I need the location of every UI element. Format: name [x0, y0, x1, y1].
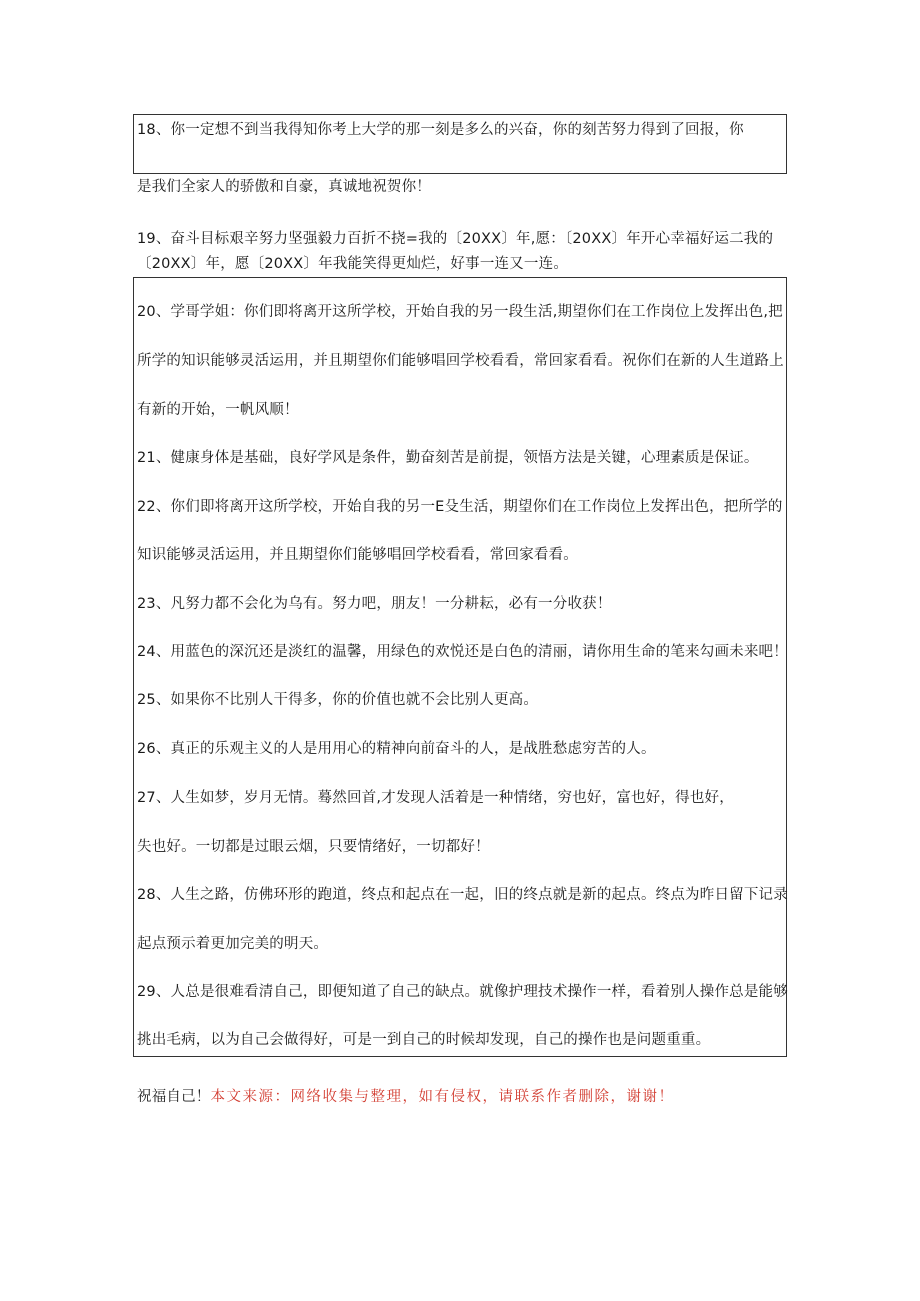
item-21-line-1: 21、健康身体是基础，良好学风是条件，勤奋刻苦是前提，领悟方法是关键，心理素质是保证。 [137, 450, 759, 466]
footer-source-note: 本文来源：网络收集与整理，如有侵权，请联系作者删除，谢谢！ [210, 1089, 675, 1105]
item-20-line-3: 有新的开始，一帆风顺！ [137, 402, 299, 418]
item-26-line-1: 26、真正的乐观主义的人是用用心的精神向前奋斗的人，是战胜愁虑穷苦的人。 [137, 741, 656, 757]
item-25-line-1: 25、如果你不比别人干得多，你的价值也就不会比别人更高。 [137, 692, 539, 708]
item-22-line-1: 22、你们即将离开这所学校，开始自我的另一E殳生活，期望你们在工作岗位上发挥出色，把所学的 [137, 499, 783, 515]
item-19-line-1: 19、奋斗目标艰辛努力坚强毅力百折不挠=我的〔20XX〕年,愿：〔20XX〕年开心幸福好运二我的 [137, 231, 774, 247]
item-18-line-1: 18、你一定想不到当我得知你考上大学的那一刻是多么的兴奋，你的刻苦努力得到了回报，你 [137, 122, 744, 138]
item-19-line-2: 〔20XX〕年，愿〔20XX〕年我能笑得更灿烂，好事一连又一连。 [137, 256, 569, 272]
footer-line [137, 1087, 675, 1107]
item-28-line-2: 起点预示着更加完美的明天。 [137, 936, 329, 952]
item-24-line-1: 24、用蓝色的深沉还是淡红的温馨，用绿色的欢悦还是白色的清丽，请你用生命的笔来勾画未来吧！ [137, 644, 788, 660]
item-18-line-2: 是我们全家人的骄傲和自豪，真诚地祝贺你！ [137, 179, 431, 195]
item-27-line-1: 27、人生如梦，岁月无情。蓦然回首,才发现人活着是一种情绪，穷也好，富也好，得也好， [137, 790, 734, 806]
item-20-line-2: 所学的知识能够灵活运用，并且期望你们能够唱回学校看看，常回家看看。祝你们在新的人生道路上 [137, 353, 784, 369]
item-29-line-1: 29、人总是很难看清自己，即便知道了自己的缺点。就像护理技术操作一样，看着别人操作总是能够 [137, 984, 788, 1000]
item-29-line-2: 挑出毛病，以为自己会做得好，可是一到自己的时候却发现，自己的操作也是问题重重。 [137, 1032, 711, 1048]
item-20-line-1: 20、学哥学姐：你们即将离开这所学校，开始自我的另一段生活,期望你们在工作岗位上发挥出色,把 [137, 304, 783, 320]
item-28-line-1: 28、人生之路，仿佛环形的跑道，终点和起点在一起，旧的终点就是新的起点。终点为昨日留下记录 [137, 887, 788, 903]
item-22-line-2: 知识能够灵活运用，并且期望你们能够唱回学校看看，常回家看看。 [137, 547, 578, 563]
item-27-line-2: 失也好。一切都是过眼云烟，只要情绪好，一切都好！ [137, 839, 490, 855]
item-23-line-1: 23、凡努力都不会化为乌有。努力吧，朋友！一分耕耘，必有一分收获！ [137, 596, 612, 612]
footer-closing: 祝福自己！ [137, 1089, 211, 1105]
